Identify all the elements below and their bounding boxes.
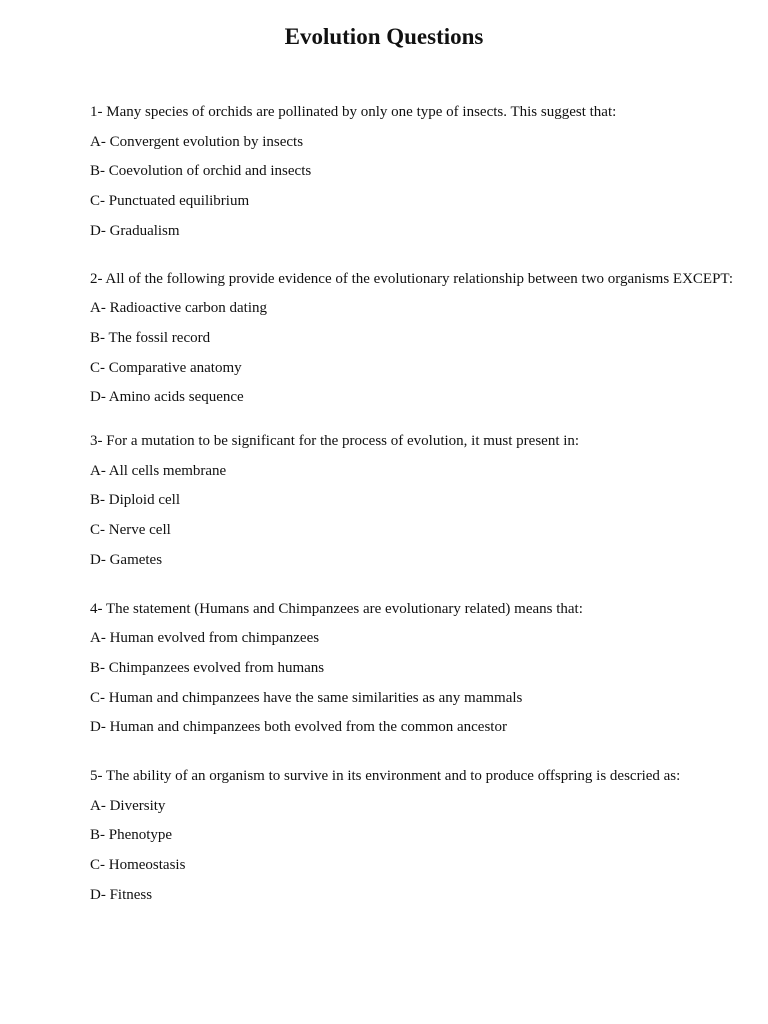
question-stem: 3- For a mutation to be significant for the process of evolution, it must present in: — [90, 433, 580, 450]
answer-option-b: B- The fossil record — [90, 329, 211, 346]
answer-option-d: D- Fitness — [90, 886, 153, 903]
answer-option-c: C- Comparative anatomy — [90, 359, 242, 376]
answer-option-c: C- Homeostasis — [90, 857, 186, 874]
answer-option-a: A- Diversity — [90, 797, 166, 814]
question-4 — [90, 595, 760, 744]
answer-option-c: C- Punctuated equilibrium — [90, 193, 250, 210]
answer-option-a: A- Radioactive carbon dating — [90, 300, 268, 317]
page-title: Evolution Questions — [284, 24, 484, 49]
question-5 — [90, 762, 760, 911]
question-list — [90, 98, 760, 929]
answer-option-d: D- Human and chimpanzees both evolved from the common ancestor — [90, 719, 507, 736]
answer-option-c: C- Nerve cell — [90, 522, 171, 539]
question-stem: 5- The ability of an organism to survive in its environment and to produce offspring is descried as: — [90, 768, 681, 785]
question-stem: 1- Many species of orchids are pollinated by only one type of insects. This suggest that: — [90, 104, 617, 120]
answer-option-a: A- All cells membrane — [90, 462, 227, 479]
question-1 — [90, 98, 760, 247]
answer-option-a: A- Convergent evolution by insects — [90, 133, 304, 150]
answer-option-b: B- Phenotype — [90, 827, 173, 844]
answer-option-d: D- Amino acids sequence — [90, 389, 244, 406]
question-2 — [90, 265, 760, 414]
question-stem: 2- All of the following provide evidence of the evolutionary relationship between two organisms EXCEPT: — [90, 270, 734, 287]
answer-option-d: D- Gametes — [90, 551, 163, 568]
answer-option-c: C- Human and chimpanzees have the same similarities as any mammals — [90, 689, 523, 706]
answer-option-a: A- Human evolved from chimpanzees — [90, 630, 320, 647]
question-stem: 4- The statement (Humans and Chimpanzees are evolutionary related) means that: — [90, 600, 583, 617]
answer-option-b: B- Chimpanzees evolved from humans — [90, 659, 325, 676]
answer-option-b: B- Coevolution of orchid and insects — [90, 163, 312, 180]
answer-option-b: B- Diploid cell — [90, 492, 180, 509]
question-3 — [90, 427, 760, 576]
answer-option-d: D- Gradualism — [90, 222, 180, 239]
